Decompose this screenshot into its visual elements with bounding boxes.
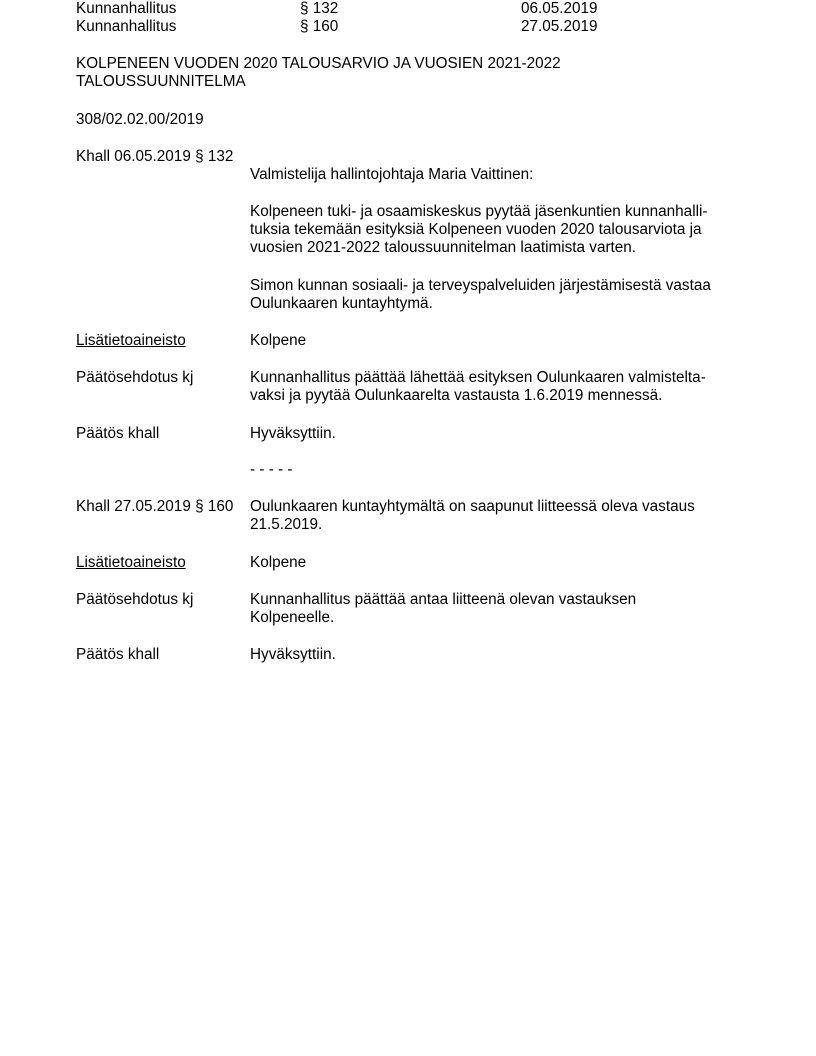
meeting-2-label: Khall 27.05.2019 § 160	[76, 498, 234, 515]
header-body-1: Kunnanhallitus	[76, 0, 177, 17]
header-section-2: § 160	[300, 18, 339, 35]
additional-info-label: Lisätietoaineisto	[76, 554, 186, 571]
decision-value: Hyväksyttiin.	[250, 646, 336, 663]
proposal-line-2: Kolpeneelle.	[250, 609, 335, 626]
proposal-line-1: Kunnanhallitus päättää lähettää esityksen Oulunkaaren valmistelta-	[250, 369, 706, 386]
paragraph-2-line-1: Simon kunnan sosiaali- ja terveyspalveluiden järjestämisestä vastaa	[250, 277, 711, 294]
proposal-line-1: Kunnanhallitus päättää antaa liitteenä olevan vastauksen	[250, 591, 637, 608]
additional-info-value: Kolpene	[250, 554, 307, 571]
meeting-1-label: Khall 06.05.2019 § 132	[76, 148, 234, 165]
proposal-label: Päätösehdotus kj	[76, 591, 194, 608]
decision-value: Hyväksyttiin.	[250, 425, 336, 442]
additional-info-value: Kolpene	[250, 332, 307, 349]
section-separator: - - - - -	[250, 461, 293, 478]
meeting-2-text-line-2: 21.5.2019.	[250, 516, 323, 533]
title-line-1: KOLPENEEN VUODEN 2020 TALOUSARVIO JA VUOSIEN 2021-2022	[76, 55, 561, 72]
header-body-2: Kunnanhallitus	[76, 18, 177, 35]
preparer-line: Valmistelija hallintojohtaja Maria Vaittinen:	[250, 166, 534, 183]
paragraph-1-line-2: tuksia tekemään esityksiä Kolpeneen vuoden 2020 talousarviota ja	[250, 221, 702, 238]
title-line-2: TALOUSSUUNNITELMA	[76, 73, 246, 90]
header-date-1: 06.05.2019	[521, 0, 598, 17]
paragraph-1-line-3: vuosien 2021-2022 taloussuunnitelman laatimista varten.	[250, 239, 637, 256]
decision-label: Päätös khall	[76, 425, 160, 442]
meeting-2-text-line-1: Oulunkaaren kuntayhtymältä on saapunut liitteessä oleva vastaus	[250, 498, 695, 515]
header-section-1: § 132	[300, 0, 339, 17]
paragraph-1-line-1: Kolpeneen tuki- ja osaamiskeskus pyytää jäsenkuntien kunnanhalli-	[250, 203, 708, 220]
header-date-2: 27.05.2019	[521, 18, 598, 35]
proposal-line-2: vaksi ja pyytää Oulunkaarelta vastausta 1.6.2019 mennessä.	[250, 387, 663, 404]
diary-number: 308/02.02.00/2019	[76, 111, 204, 128]
decision-label: Päätös khall	[76, 646, 160, 663]
additional-info-label: Lisätietoaineisto	[76, 332, 186, 349]
proposal-label: Päätösehdotus kj	[76, 369, 194, 386]
paragraph-2-line-2: Oulunkaaren kuntayhtymä.	[250, 295, 433, 312]
